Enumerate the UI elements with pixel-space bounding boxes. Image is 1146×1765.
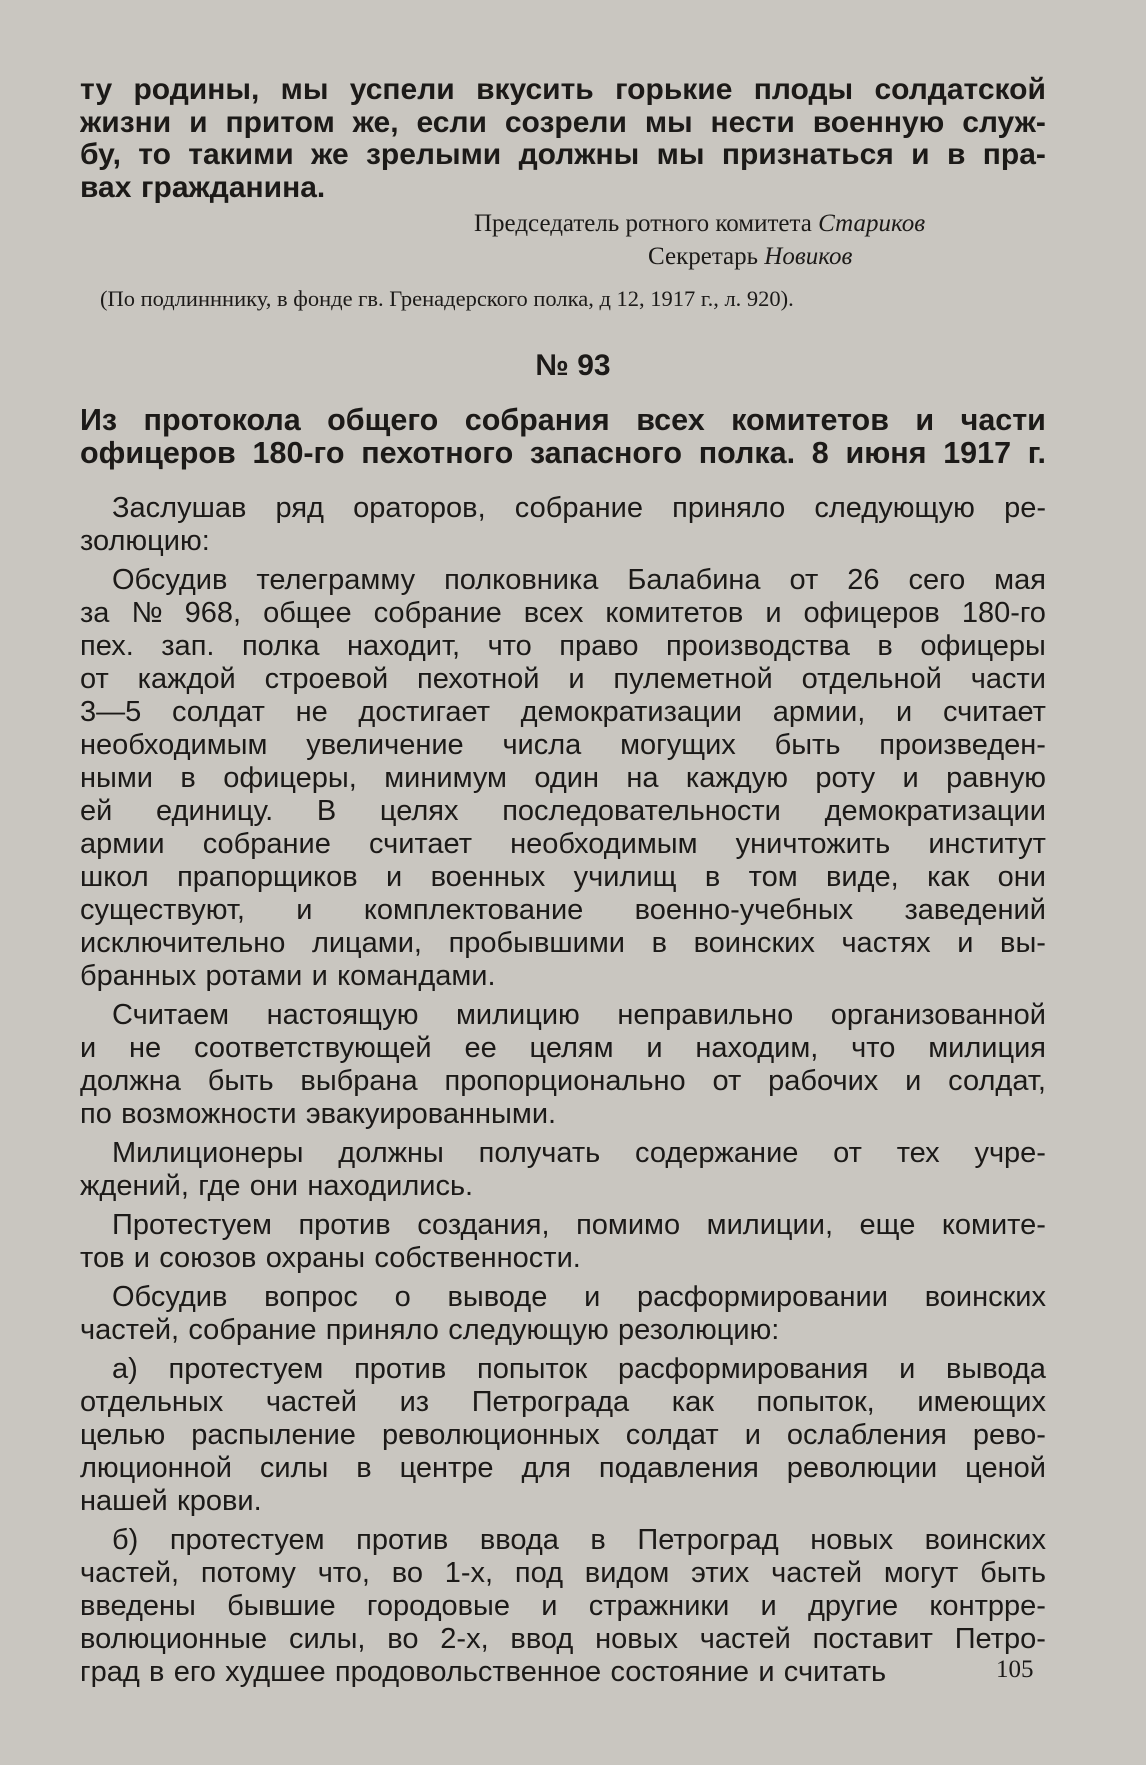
text-line: за № 968, общее собрание всех комитетов и офицеров 180-го	[80, 597, 1046, 629]
secretary-title: Секретарь	[648, 243, 759, 270]
text-line: ей единицу. В целях последовательности демократизации	[80, 795, 1046, 827]
text-line: бу, то такими же зрелыми должны мы признаться и в пра-	[80, 139, 1046, 172]
continuation-text	[80, 74, 1046, 204]
text-line: частей, потому что, во 1-х, под видом этих частей могут быть	[80, 1557, 1046, 1589]
text-line: Заслушав ряд ораторов, собрание приняло следующую ре-	[112, 492, 1046, 524]
text-line: частей, собрание приняло следующую резолюцию:	[80, 1314, 780, 1346]
text-line: Считаем настоящую милицию неправильно организованной	[112, 999, 1046, 1031]
text-line: град в его худшее продовольственное состояние и считать	[80, 1656, 887, 1688]
text-line: золюцию:	[80, 525, 210, 557]
text-line: пех. зап. полка находит, что право производства в офицеры	[80, 630, 1046, 662]
text-line: жизни и притом же, если созрели мы нести военную служ-	[80, 106, 1046, 139]
text-line: люционной силы в центре для подавления революции ценой	[80, 1452, 1046, 1484]
text-line: бранных ротами и командами.	[80, 960, 496, 992]
text-line: 3—5 солдат не достигает демократизации армии, и считает	[80, 696, 1046, 728]
text-line: тов и союзов охраны собственности.	[80, 1242, 581, 1274]
page-number: 105	[996, 1656, 1034, 1683]
text-line: нашей крови.	[80, 1485, 262, 1517]
text-line: а) протестуем против попыток расформирования и вывода	[112, 1353, 1046, 1385]
signature-chairman	[474, 210, 925, 238]
text-line: ными в офицеры, минимум один на каждую роту и равную	[80, 762, 1046, 794]
text-line: Милиционеры должны получать содержание от тех учре-	[112, 1137, 1046, 1169]
text-line: армии собрание считает необходимым уничтожить институт	[80, 828, 1046, 860]
paragraph	[80, 1353, 1046, 1518]
text-line: Из протокола общего собрания всех комитетов и части	[80, 404, 1046, 437]
text-line: б) протестуем против ввода в Петроград новых воинских	[112, 1524, 1046, 1556]
text-line: от каждой строевой пехотной и пулеметной отдельной части	[80, 663, 1046, 695]
text-line: вах гражданина.	[80, 171, 326, 204]
text-line: и не соответствующей ее целям и находим, что милиция	[80, 1032, 1046, 1064]
paragraph	[80, 492, 1046, 558]
text-line: необходимым увеличение числа могущих быть произведен-	[80, 729, 1046, 761]
text-line: целью распыление революционных солдат и ослабления рево-	[80, 1419, 1046, 1451]
text-line: ту родины, мы успели вкусить горькие плоды солдатской	[80, 74, 1046, 106]
text-line: Обсудив телеграмму полковника Балабина от 26 сего мая	[112, 564, 1046, 596]
text-line: ждений, где они находились.	[80, 1170, 474, 1202]
text-line: школ прапорщиков и военных училищ в том виде, как они	[80, 861, 1046, 893]
text-line: по возможности эвакуированными.	[80, 1098, 557, 1130]
text-line: исключительно лицами, пробывшими в воинских частях и вы-	[80, 927, 1046, 959]
text-line: офицеров 180-го пехотного запасного полка. 8 июня 1917 г.	[80, 437, 1046, 470]
paragraph	[80, 1524, 1046, 1689]
text-line: должна быть выбрана пропорционально от рабочих и солдат,	[80, 1065, 1046, 1097]
paragraph	[80, 564, 1046, 993]
text-line: отдельных частей из Петрограда как попыток, имеющих	[80, 1386, 1046, 1418]
text-line: существуют, и комплектование военно-учебных заведений	[80, 894, 1046, 926]
document-number: № 93	[535, 349, 611, 382]
paragraph	[80, 1137, 1046, 1203]
source-note: (По подлинннику, в фонде гв. Гренадерского полка, д 12, 1917 г., л. 920).	[100, 286, 794, 311]
secretary-name: Новиков	[764, 243, 853, 270]
paragraph	[80, 1209, 1046, 1275]
chairman-name: Стариков	[818, 210, 926, 237]
signature-secretary	[648, 243, 852, 271]
chairman-title: Председатель ротного комитета	[474, 210, 812, 237]
text-line: Обсудив вопрос о выводе и расформировании воинских	[112, 1281, 1046, 1313]
paragraph	[80, 999, 1046, 1131]
paragraph	[80, 1281, 1046, 1347]
document-body	[80, 492, 1046, 1695]
text-line: Протестуем против создания, помимо милиции, еще комите-	[112, 1209, 1046, 1241]
document-heading	[80, 404, 1046, 470]
text-line: волюционные силы, во 2-х, ввод новых частей поставит Петро-	[80, 1623, 1046, 1655]
text-line: введены бывшие городовые и стражники и другие контрре-	[80, 1590, 1046, 1622]
